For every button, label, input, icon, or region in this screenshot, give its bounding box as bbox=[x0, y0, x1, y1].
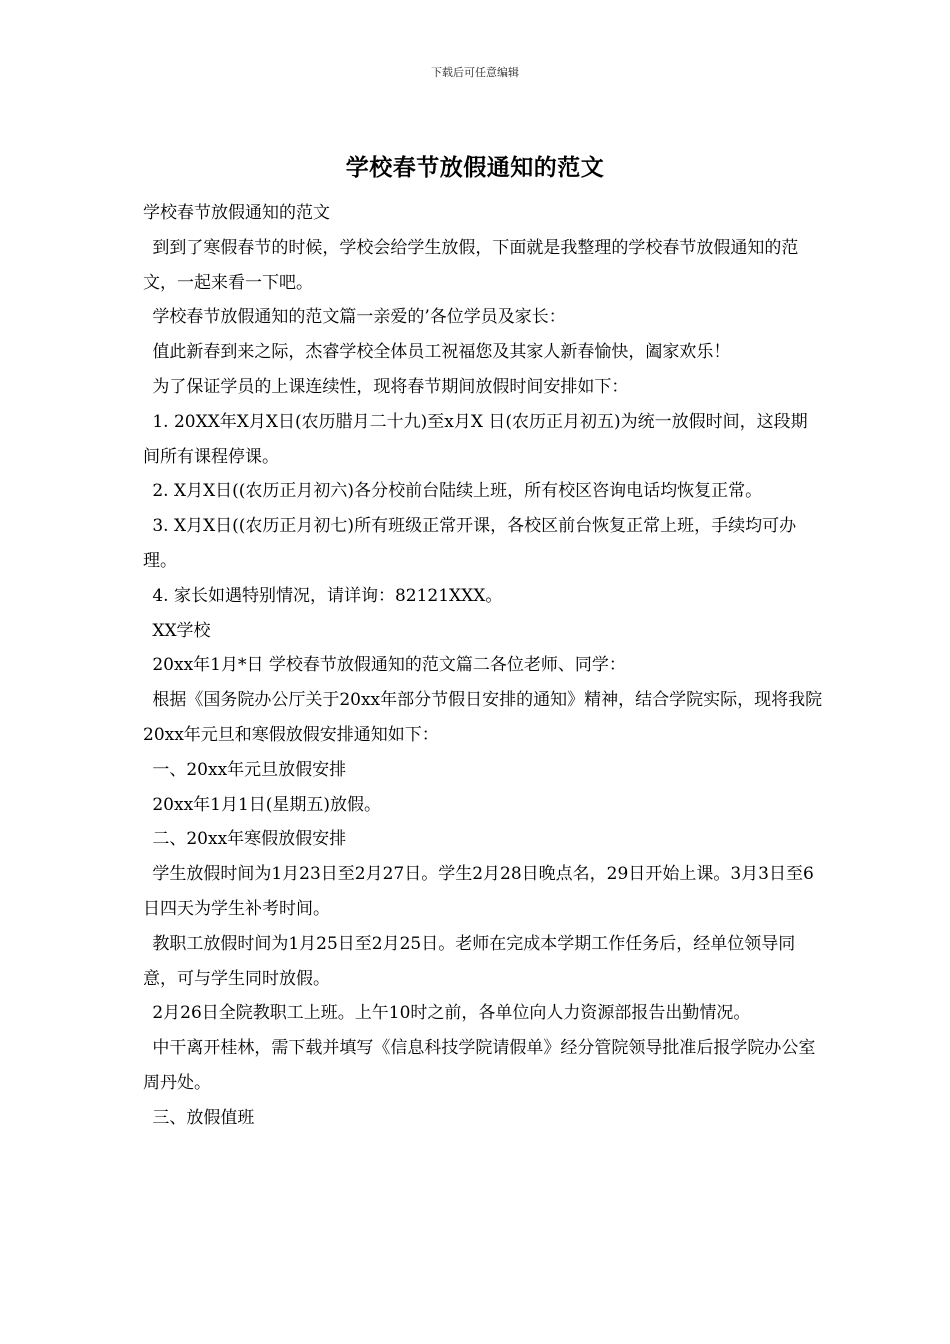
paragraph: 根据《国务院办公厅关于20xx年部分节假日安排的通知》精神，结合学院实际，现将我院20xx年元旦和寒假放假安排通知如下： bbox=[143, 690, 823, 745]
paragraph: 20xx年1月*日 学校春节放假通知的范文篇二各位老师、同学： bbox=[152, 655, 626, 676]
paragraph: 到到了寒假春节的时候，学校会给学生放假，下面就是我整理的学校春节放假通知的范文，一起来看一下吧。 bbox=[143, 237, 799, 293]
paragraph: 二、20xx年寒假放假安排 bbox=[152, 829, 347, 850]
paragraph: XX学校 bbox=[152, 620, 211, 641]
paragraph: 2. X月X日((农历正月初六)各分校前台陆续上班，所有校区咨询电话均恢复正常。 bbox=[152, 481, 763, 502]
paragraph: 20xx年1月1日(星期五)放假。 bbox=[152, 794, 382, 815]
header-note: 下载后可任意编辑 bbox=[431, 66, 519, 79]
paragraph: 1. 20XX年X月X日(农历腊月二十九)至x月X 日(农历正月初五)为统一放假时间，这段期间所有课程停课。 bbox=[143, 411, 808, 467]
paragraph: 3. X月X日((农历正月初七)所有班级正常开课，各校区前台恢复正常上班，手续均可办理。 bbox=[143, 516, 797, 571]
paragraph: 学生放假时间为1月23日至2月27日。学生2月28日晚点名，29日开始上课。3月3日至6日四天为学生补考时间。 bbox=[143, 864, 814, 919]
paragraph: 教职工放假时间为1月25日至2月25日。老师在完成本学期工作任务后，经单位领导同意，可与学生同时放假。 bbox=[143, 933, 796, 989]
paragraph: 一、20xx年元旦放假安排 bbox=[152, 759, 347, 780]
paragraph: 值此新春到来之际，杰睿学校全体员工祝福您及其家人新春愉快，阖家欢乐！ bbox=[152, 342, 731, 363]
paragraph: 2月26日全院教职工上班。上午10时之前，各单位向人力资源部报告出勤情况。 bbox=[152, 1003, 751, 1024]
paragraph: 三、放假值班 bbox=[152, 1107, 255, 1128]
paragraph: 学校春节放假通知的范文 bbox=[143, 203, 330, 223]
paragraph: 中干离开桂林，需下载并填写《信息科技学院请假单》经分管院领导批准后报学院办公室周丹处。 bbox=[143, 1038, 816, 1093]
document-title: 学校春节放假通知的范文 bbox=[345, 154, 605, 181]
paragraph: 为了保证学员的上课连续性，现将春节期间放假时间安排如下： bbox=[152, 376, 629, 397]
document-body bbox=[143, 196, 823, 1136]
paragraph: 4. 家长如遇特别情况，请详询：82121XXX。 bbox=[152, 585, 503, 606]
paragraph: 学校春节放假通知的范文篇一亲爱的’各位学员及家长： bbox=[152, 307, 566, 328]
